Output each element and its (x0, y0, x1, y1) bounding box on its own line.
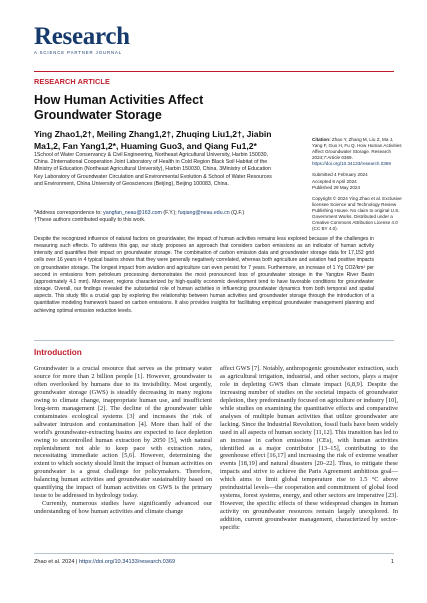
introduction-heading: Introduction (34, 348, 82, 357)
correspondence-lead: *Address correspondence to: (34, 210, 104, 216)
article-type-label: RESEARCH ARTICLE (34, 77, 110, 86)
dates-block (312, 172, 404, 190)
journal-name: Research (34, 23, 130, 50)
correspondence-block (34, 210, 274, 225)
footer-doi-link[interactable]: https://doi.org/10.34133/research.0369 (79, 559, 176, 565)
page-number: 1 (390, 559, 394, 565)
affiliations: 1School of Water Conservancy & Civil Engineering, Northeast Agricultural University, Harbin 150030, China. 2International Cooperation Joint Laboratory of Health in Cold Region Black Soil Habitat of the Ministry of Education (Northeast Agricultural University), Harbin 150030, China. 3Ministry of Education Key Laboratory of Groundwater Circulation and Environmental Evolution & School of Water Resources and Environment, China University of Geosciences (Beijing), Beijing 100083, China. (34, 152, 272, 187)
body-paragraph: affect GWS [7]. Notably, anthropogenic groundwater extraction, such as agricultural irrigation, industrial, and other sectors, plays a major role in depleting GWS than climate impact [6,8,9]. Despite the increasing number of studies on the societal impacts of groundwater depletion, they predominantly focused on agriculture or industry [10], while studies on examining the quantitative effects and comparative analyses of multiple human activities that utilize groundwater are lacking. Since the Industrial Revolution, fossil fuels have been widely used in all aspects of human society [11,12]. This transition has led to an increase in carbon emissions (CEs), with human activities identified as a major contributor [13–15], contributing to the greenhouse effect [16,17] and increasing the risk of extreme weather events [18,19] and natural disasters [20–22]. Thus, to mitigate these impacts and strive to achieve the Paris Agreement ambitious goal—which aims to limit global temperature rise to 1.5 °C above preindustrial levels—the cooperation and commitment of global food systems, forest systems, energy, and other sectors are imperative [23]. However, the specific effects of these widespread changes in human activity on groundwater resources remain largely unexplored. In addition, current groundwater management, characterized by sector-specific (220, 365, 398, 532)
citation-block (312, 137, 404, 167)
article-title: How Human Activities Affect Groundwater Storage (34, 93, 204, 122)
abstract: Despite the recognized influence of natural factors on groundwater, the impact of human activities remains less explored because of the challenges in measuring such effects. To address this gap, our study proposes an approach that considers carbon emissions as an indicator of human activity intensity and quantifies their impact on groundwater storage. The combination of carbon emission data and groundwater storage data for 17,152 grid cells over 16 years in 4 typical basins shows that they were generally negatively correlated, whereas both agriculture and aviation had positive impacts on groundwater storage. The longest impact from aviation and agriculture can even persist for 7 years. Furthermore, an increase of 1 Yg CO2/km² per second in emissions from petroleum processing demonstrates the most pronounced loss of groundwater storage in the Yangtze River Basin (approximately 4.1 mm). Moreover, regions characterized by high-quality economic development tend to have favorable conditions for groundwater storage. Overall, our findings revealed the substantial role of human activities in influencing groundwater dynamics from both temporal and spatial aspects. This study fills a crucial gap by exploring the relationship between human activities and groundwater storage through the introduction of a quantitative modeling framework based on carbon emissions. It also provides insights for facilitating empirical groundwater management planning and achieving optimal emission reduction levels. (34, 236, 374, 314)
page-footer (34, 559, 394, 565)
email-link-2[interactable]: fuqiang@neau.edu.cn (178, 210, 230, 216)
correspondence-mid: (F.Y.); (161, 210, 179, 216)
journal-tagline: A SCIENCE PARTNER JOURNAL (34, 50, 123, 55)
citation-text: Zhao Y, Zhang M, Liu Z, Ma J, Yang F, Guo H, Fu Q. How Human Activities Affect Groundwater Storage. Research 2024;7:Article 0369. (312, 137, 402, 161)
author-list: Ying Zhao1,2†, Meiling Zhang1,2†, Zhuqing Liu1,2†, Jiabin Ma1,2, Fan Yang1,2*, Huaming Guo3, and Qiang Fu1,2* (34, 129, 272, 151)
citation-doi-link[interactable]: https://doi.org/10.34133/research.0369 (312, 161, 391, 167)
body-paragraph: Groundwater is a crucial resource that serves as the primary water source for more than 2 billion people [1]. However, groundwater is often overlooked by humans due to its invisibility. Most urgently, groundwater storage (GWS) is steadily decreasing in many regions owing to climate change, inappropriate human use, and insufficient long-term management [2]. The decline of the groundwater table contaminates ecological systems [3] and increases the risk of saltwater intrusion and contamination [4]. More than half of the world's groundwater-extracting basins are expected to face depletion owing to uncontrolled human extraction by 2050 [5], with natural replenishment not able to keep pace with extraction rates, necessitating immediate action [5,6]. However, determining the extent to which society should limit the impact of human activities on groundwater is a great challenge for policymakers. Therefore, balancing human activities and groundwater sustainability based on quantifying the impact of human activities on GWS is the primary issue to be addressed in hydrology today. (34, 365, 212, 500)
citation-label: Citation: (312, 137, 331, 142)
email-link-1[interactable]: yangfan_neau@163.com (103, 210, 162, 216)
body-paragraph: Currently, numerous studies have significantly advanced our understanding of how human activities and climate change (34, 500, 212, 516)
body-column-left (34, 365, 212, 516)
submitted-date: Submitted 4 February 2024 (312, 172, 368, 178)
copyright-notice: Copyright © 2024 Ying Zhao et al. Exclusive licensee Science and Technology Review Publishing House. No claim to original U.S. Government Works. Distributed under a Creative Commons Attribution License 4.0 (CC BY 4.0). (312, 195, 402, 232)
footer-citation: Zhao et al. 2024 | (34, 559, 79, 565)
journal-masthead (34, 25, 130, 55)
correspondence-tail: (Q.F.) (229, 210, 245, 216)
footer-rule (34, 553, 394, 554)
body-column-right (220, 365, 398, 532)
article-info-sidebar (312, 137, 404, 237)
accepted-date: Accepted 8 April 2024 (312, 178, 357, 184)
equal-contribution-note: †These authors contributed equally to this work. (34, 217, 146, 224)
section-divider (34, 340, 394, 341)
header-rule (34, 71, 394, 72)
correspondence-line (34, 210, 274, 217)
published-date: Published 29 May 2024 (312, 184, 361, 190)
